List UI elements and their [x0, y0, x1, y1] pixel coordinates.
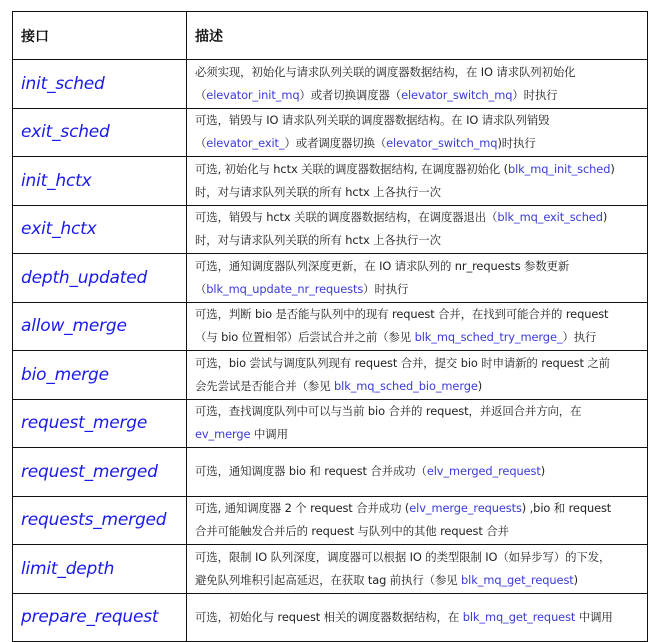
- description-text: 可选，bio 尝试与调度队列现有 request 合并，提交 bio 时申请新的 request 之前: [195, 355, 610, 370]
- description-text: 可选，销毁与 IO 请求队列关联的调度器数据结构。在 IO 请求队列销毁: [195, 113, 550, 128]
- table-row: [13, 60, 648, 109]
- description-text: 可选，查找调度队列中可以与当前 bio 合并的 request，并返回合并方向，在: [195, 404, 582, 419]
- table-row: [13, 205, 648, 254]
- description-line: [195, 181, 639, 204]
- function-reference-link[interactable]: elv_merged_request: [426, 464, 541, 479]
- description-line: [195, 460, 639, 483]
- interface-name: limit_depth: [13, 545, 187, 594]
- description-line: [195, 132, 639, 155]
- description-text: 时，对与请求队列关联的所有 hctx 上各执行一次: [195, 184, 441, 199]
- table-row: [13, 157, 648, 206]
- table-row: [13, 399, 648, 448]
- description-text: （与 bio 位置相邻）后尝试合并之前（参见: [195, 330, 415, 345]
- description-line: [195, 255, 639, 278]
- description-text: ): [602, 210, 608, 225]
- description-text: 必须实现，初始化与请求队列关联的调度器数据结构，在 IO 请求队列初始化: [195, 64, 576, 79]
- function-reference-link[interactable]: elv_merge_requests: [409, 501, 522, 516]
- table-row: [13, 496, 648, 545]
- description-text: 避免队列堆积引起高延迟，在获取 tag 前执行（参见: [195, 572, 462, 587]
- interface-name: exit_sched: [13, 108, 187, 157]
- function-reference-link[interactable]: elevator_switch_mq: [386, 136, 498, 151]
- interface-description: [187, 60, 648, 109]
- interface-description: [187, 108, 648, 157]
- description-line: [195, 229, 639, 252]
- description-line: [195, 61, 639, 84]
- description-line: [195, 375, 639, 398]
- interface-description: [187, 399, 648, 448]
- scheduler-interface-table: [12, 11, 648, 642]
- interface-description: [187, 254, 648, 303]
- description-line: [195, 206, 639, 229]
- description-text: 可选，判断 bio 是否能与队列中的现有 request 合并，在找到可能合并的 request: [195, 307, 609, 322]
- description-text: 可选，通知调度器队列深度更新，在 IO 请求队列的 nr_requests 参数更新: [195, 258, 570, 273]
- interface-description: [187, 448, 648, 497]
- description-text: 可选，销毁与 hctx 关联的调度器数据结构，在调度器退出（: [195, 210, 498, 225]
- description-line: [195, 278, 639, 301]
- function-reference-link[interactable]: elevator_exit_: [206, 136, 285, 151]
- description-text: ）时执行: [363, 281, 409, 296]
- interface-name: depth_updated: [13, 254, 187, 303]
- interface-description: [187, 593, 648, 642]
- interface-name: exit_hctx: [13, 205, 187, 254]
- description-line: [195, 326, 639, 349]
- description-text: 可选，通知调度器 bio 和 request 合并成功（: [195, 464, 427, 479]
- description-text: 合并可能触发合并后的 request 与队列中的其他 request 合并: [195, 524, 509, 539]
- description-text: 时，对与请求队列关联的所有 hctx 上各执行一次: [195, 233, 441, 248]
- description-line: [195, 520, 639, 543]
- interface-description: [187, 545, 648, 594]
- description-line: [195, 606, 639, 629]
- interface-name: bio_merge: [13, 351, 187, 400]
- interface-name: init_sched: [13, 60, 187, 109]
- table-row: [13, 108, 648, 157]
- description-line: [195, 423, 639, 446]
- function-reference-link[interactable]: blk_mq_get_request: [462, 609, 576, 624]
- description-line: [195, 158, 639, 181]
- table-row: [13, 254, 648, 303]
- description-line: [195, 303, 639, 326]
- interface-description: [187, 205, 648, 254]
- table-row: [13, 545, 648, 594]
- description-text: 会先尝试是否能合并（参见: [195, 378, 335, 393]
- function-reference-link[interactable]: blk_mq_get_request: [461, 572, 574, 587]
- table-header-row: [13, 12, 648, 60]
- description-text: （: [195, 136, 207, 151]
- interface-name: prepare_request: [13, 593, 187, 642]
- description-text: ）或者调度器切换（: [284, 136, 387, 151]
- table-row: [13, 593, 648, 642]
- description-line: [195, 497, 639, 520]
- function-reference-link[interactable]: ev_merge: [195, 427, 251, 442]
- description-text: 可选, 通知调度器 2 个 request 合并成功 (: [195, 501, 410, 516]
- description-text: ): [573, 572, 579, 587]
- description-text: 可选，限制 IO 队列深度，调度器可以根据 IO 的类型限制 IO（如异步写）的下发，: [195, 549, 611, 564]
- description-line: [195, 569, 639, 592]
- interface-name: init_hctx: [13, 157, 187, 206]
- function-reference-link[interactable]: elevator_switch_mq: [401, 87, 513, 102]
- interface-name: request_merged: [13, 448, 187, 497]
- interface-description: [187, 157, 648, 206]
- description-text: 可选, 初始化与 hctx 关联的调度器数据结构, 在调度器初始化 (: [195, 161, 508, 176]
- description-text: 中调用: [250, 427, 288, 442]
- description-text: ): [540, 464, 546, 479]
- description-text: ）执行: [562, 330, 597, 345]
- description-text: ): [610, 161, 615, 176]
- description-text: 可选，初始化与 request 相关的调度器数据结构，在: [195, 609, 463, 624]
- description-line: [195, 546, 639, 569]
- interface-name: request_merge: [13, 399, 187, 448]
- table-row: [13, 351, 648, 400]
- description-text: （: [195, 281, 207, 296]
- description-text: ): [477, 378, 483, 393]
- description-line: [195, 84, 639, 107]
- description-text: ) ,bio 和 request: [521, 501, 612, 516]
- interface-name: allow_merge: [13, 302, 187, 351]
- description-text: )时执行: [497, 136, 536, 151]
- header-description: 描述: [187, 12, 648, 60]
- function-reference-link[interactable]: blk_mq_exit_sched: [497, 210, 603, 225]
- interface-name: requests_merged: [13, 496, 187, 545]
- interface-description: [187, 496, 648, 545]
- function-reference-link[interactable]: elevator_init_mq: [206, 87, 300, 102]
- header-interface: 接口: [13, 12, 187, 60]
- description-text: （: [195, 87, 207, 102]
- function-reference-link[interactable]: blk_mq_sched_bio_merge: [334, 378, 478, 393]
- description-text: ）或者切换调度器（: [299, 87, 402, 102]
- description-text: ）时执行: [512, 87, 558, 102]
- description-text: 中调用: [575, 609, 613, 624]
- interface-description: [187, 302, 648, 351]
- description-line: [195, 352, 639, 375]
- function-reference-link[interactable]: blk_mq_init_sched: [507, 161, 611, 176]
- table-row: [13, 448, 648, 497]
- description-line: [195, 400, 639, 423]
- function-reference-link[interactable]: blk_mq_sched_try_merge_: [414, 330, 563, 345]
- interface-description: [187, 351, 648, 400]
- description-line: [195, 109, 639, 132]
- table-row: [13, 302, 648, 351]
- function-reference-link[interactable]: blk_mq_update_nr_requests: [206, 281, 364, 296]
